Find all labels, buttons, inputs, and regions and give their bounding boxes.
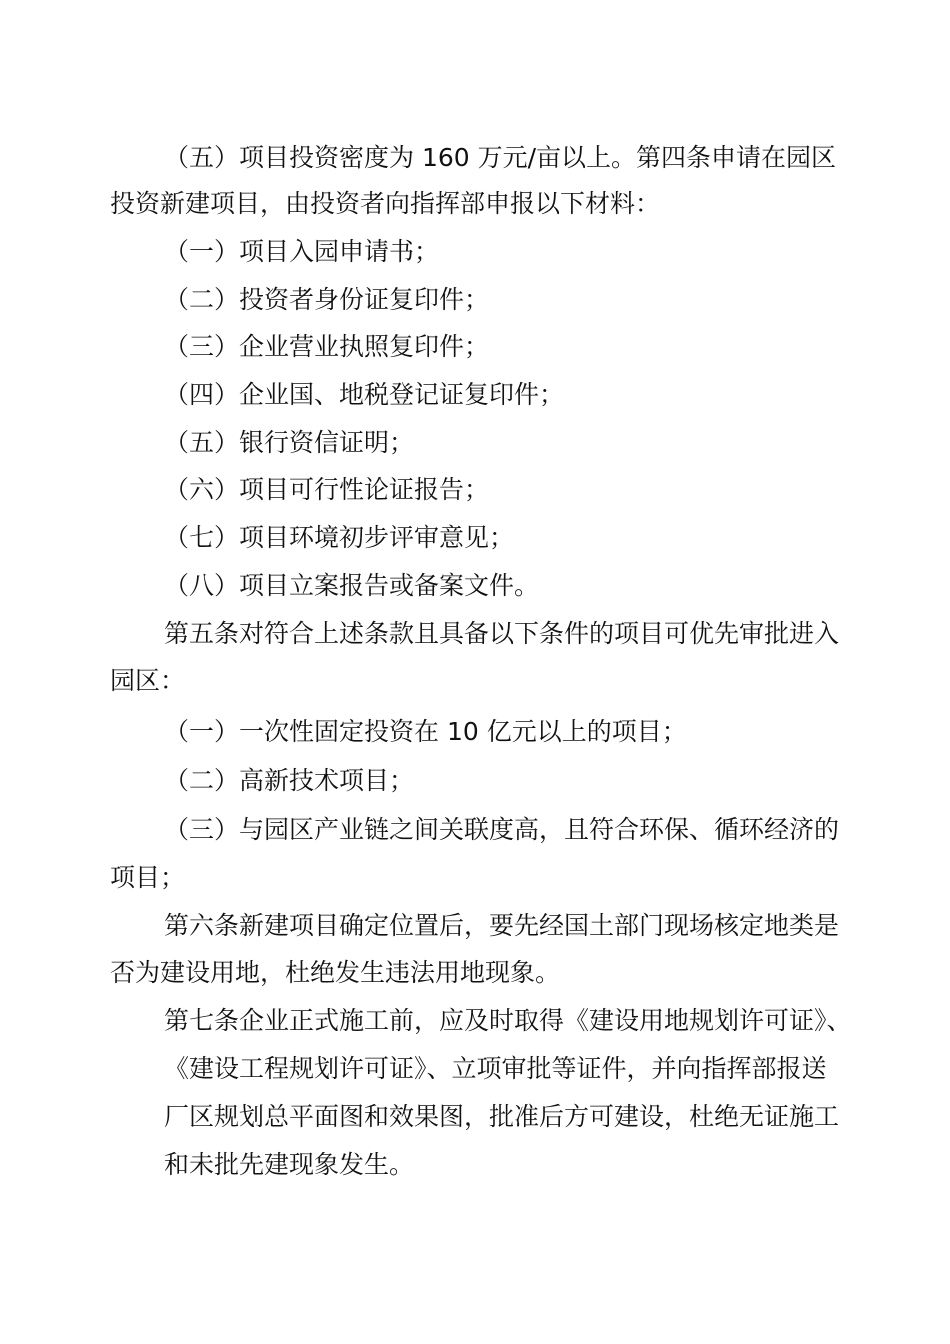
text-line: 《建设工程规划许可证》、立项审批等证件，并向指挥部报送 [164, 1054, 827, 1083]
text-line: 投资新建项目，由投资者向指挥部申报以下材料： [110, 189, 661, 218]
text-line: （二）高新技术项目； [164, 766, 415, 795]
text-line: 第六条新建项目确定位置后，要先经国土部门现场核定地类是 [164, 911, 840, 940]
text-line: （一）一次性固定投资在 10 亿元以上的项目； [164, 717, 687, 746]
text-line: 第五条对符合上述条款且具备以下条件的项目可优先审批进入 [164, 619, 840, 648]
text-line: （四）企业国、地税登记证复印件； [164, 380, 565, 409]
text-line: （七）项目环境初步评审意见； [164, 523, 515, 552]
text-line: 和未批先建现象发生。 [164, 1150, 415, 1179]
text-line: 园区： [110, 666, 186, 695]
text-line: （三）与园区产业链之间关联度高，且符合环保、循环经济的 [164, 815, 840, 844]
text-line: 厂区规划总平面图和效果图，批准后方可建设，杜绝无证施工 [164, 1102, 840, 1131]
text-line: 项目； [110, 863, 186, 892]
text-line: （五）银行资信证明； [164, 428, 415, 457]
text-line: （八）项目立案报告或备案文件。 [164, 571, 540, 600]
text-line: 否为建设用地，杜绝发生违法用地现象。 [110, 958, 561, 987]
text-line: （五）项目投资密度为 160 万元/亩以上。第四条申请在园区 [164, 143, 837, 172]
text-line: （六）项目可行性论证报告； [164, 475, 490, 504]
text-line: （一）项目入园申请书； [164, 237, 440, 266]
text-line: （三）企业营业执照复印件； [164, 332, 490, 361]
text-line: （二）投资者身份证复印件； [164, 285, 490, 314]
text-line: 第七条企业正式施工前，应及时取得《建设用地规划许可证》、 [164, 1006, 852, 1035]
